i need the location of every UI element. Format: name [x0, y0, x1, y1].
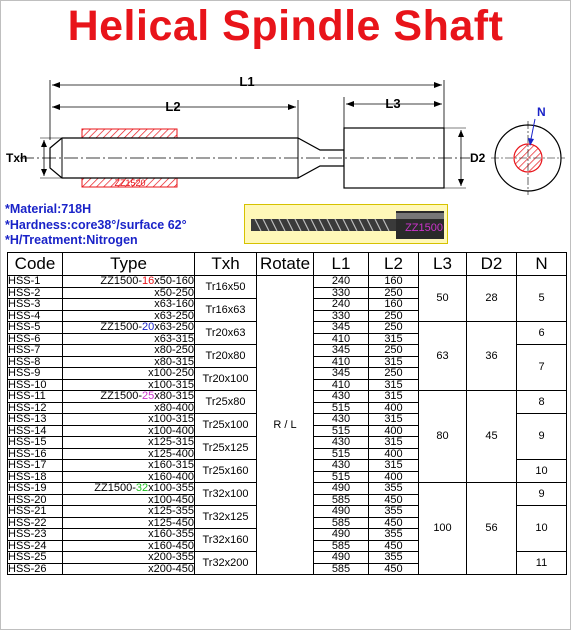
cell-code: HSS-15 [8, 437, 63, 449]
cell-type [63, 379, 195, 391]
cell-l1: 430 [314, 437, 369, 449]
cell-code: HSS-13 [8, 414, 63, 426]
cell-l1: 515 [314, 471, 369, 483]
cell-code: HSS-23 [8, 529, 63, 541]
header-txh: Txh [195, 253, 257, 276]
dim-d2-label: D2 [470, 151, 486, 165]
cell-l2: 250 [369, 287, 419, 299]
dim-l3-label: L3 [385, 96, 401, 111]
cell-d2: 45 [467, 391, 517, 483]
cell-type [63, 552, 195, 564]
cell-type [63, 322, 195, 334]
cell-type [63, 402, 195, 414]
cell-txh: Tr20x63 [195, 322, 257, 345]
cell-type [63, 494, 195, 506]
spec-treatment: *H/Treatment:Nitrogen [5, 233, 138, 247]
cell-type [63, 529, 195, 541]
type-diameter: 20 [141, 321, 155, 333]
type-suffix: x200-355 [148, 551, 194, 563]
cell-code: HSS-10 [8, 379, 63, 391]
cell-type [63, 471, 195, 483]
cell-l1: 410 [314, 379, 369, 391]
cell-l2: 450 [369, 563, 419, 575]
cell-code: HSS-20 [8, 494, 63, 506]
cell-l3: 100 [419, 483, 467, 575]
type-suffix: x63-250 [154, 309, 194, 322]
spec-hardness: *Hardness:core38°/surface 62° [5, 217, 187, 232]
cell-l1: 430 [314, 460, 369, 472]
dim-l2-label: L2 [165, 99, 181, 114]
cell-l2: 450 [369, 540, 419, 552]
cell-n: 9 [517, 483, 567, 506]
cell-code: HSS-9 [8, 368, 63, 380]
type-suffix: x160-450 [148, 539, 194, 552]
type-prefix: ZZ1500- [100, 321, 142, 333]
cell-code: HSS-18 [8, 471, 63, 483]
type-suffix: x160-315 [148, 459, 194, 471]
type-suffix: x80-250 [154, 344, 194, 356]
cell-l1: 430 [314, 414, 369, 426]
type-prefix: ZZ1500- [94, 482, 136, 494]
cell-l2: 250 [369, 310, 419, 322]
cell-l2: 315 [369, 460, 419, 472]
cell-l2: 450 [369, 517, 419, 529]
cell-type [63, 425, 195, 437]
cell-l1: 430 [314, 391, 369, 403]
cell-l1: 410 [314, 333, 369, 345]
cell-code: HSS-12 [8, 402, 63, 414]
type-diameter: 25 [141, 390, 155, 402]
table-header-row [8, 253, 567, 276]
cell-l1: 515 [314, 448, 369, 460]
cell-n: 8 [517, 391, 567, 414]
type-suffix: x125-315 [148, 436, 194, 448]
cell-type [63, 287, 195, 299]
cell-l2: 250 [369, 368, 419, 380]
cell-l1: 585 [314, 540, 369, 552]
cell-l1: 330 [314, 287, 369, 299]
cell-code: HSS-11 [8, 391, 63, 403]
cell-txh: Tr32x160 [195, 529, 257, 552]
type-prefix: ZZ1500- [100, 275, 142, 287]
cell-l1: 490 [314, 552, 369, 564]
type-suffix: x200-450 [148, 562, 194, 575]
cell-txh: Tr32x100 [195, 483, 257, 506]
type-suffix: x125-400 [148, 447, 194, 460]
cell-code: HSS-14 [8, 425, 63, 437]
type-suffix: x80-315 [154, 355, 194, 368]
cell-l2: 315 [369, 437, 419, 449]
cell-code: HSS-19 [8, 483, 63, 495]
part-label: ZZ1520 [114, 178, 146, 188]
cell-type [63, 460, 195, 472]
cell-l3: 80 [419, 391, 467, 483]
cell-code: HSS-1 [8, 276, 63, 288]
cell-code: HSS-16 [8, 448, 63, 460]
cell-txh: Tr25x80 [195, 391, 257, 414]
cell-type [63, 333, 195, 345]
cell-l1: 345 [314, 345, 369, 357]
cell-l2: 315 [369, 379, 419, 391]
type-suffix: x160-355 [148, 528, 194, 540]
type-suffix: x100-400 [148, 424, 194, 437]
type-suffix: x50-250 [154, 286, 194, 299]
cell-l1: 585 [314, 494, 369, 506]
cell-txh: Tr25x125 [195, 437, 257, 460]
cell-type [63, 299, 195, 311]
cell-l1: 490 [314, 529, 369, 541]
cell-code: HSS-21 [8, 506, 63, 518]
header-d2: D2 [467, 253, 517, 276]
cell-code: HSS-2 [8, 287, 63, 299]
type-suffix: x125-355 [148, 505, 194, 517]
cell-d2: 56 [467, 483, 517, 575]
cell-l2: 355 [369, 506, 419, 518]
type-suffix: x80-315 [154, 390, 194, 402]
spec-material: *Material:718H [5, 202, 92, 216]
type-suffix: x100-450 [148, 493, 194, 506]
cell-l3: 63 [419, 322, 467, 391]
dim-l1-label: L1 [239, 74, 255, 89]
header-rotate: Rotate [257, 253, 314, 276]
dim-txh-label: Txh [6, 151, 28, 165]
table-row [8, 276, 567, 288]
cell-code: HSS-26 [8, 563, 63, 575]
cell-txh: Tr25x160 [195, 460, 257, 483]
type-suffix: x100-250 [148, 367, 194, 379]
cell-code: HSS-8 [8, 356, 63, 368]
cell-type [63, 310, 195, 322]
cell-l2: 160 [369, 299, 419, 311]
cell-l1: 490 [314, 506, 369, 518]
table-body [8, 276, 567, 575]
type-suffix: x80-400 [154, 401, 194, 414]
cell-l1: 410 [314, 356, 369, 368]
header-l3: L3 [419, 253, 467, 276]
cell-l1: 585 [314, 563, 369, 575]
cell-type [63, 448, 195, 460]
cell-type [63, 368, 195, 380]
product-photo [244, 204, 448, 244]
cell-type [63, 414, 195, 426]
cell-l2: 355 [369, 552, 419, 564]
cell-l1: 345 [314, 368, 369, 380]
type-suffix: x100-355 [148, 482, 194, 494]
cell-l2: 355 [369, 529, 419, 541]
cell-l2: 315 [369, 356, 419, 368]
type-suffix: x100-315 [148, 413, 194, 425]
cell-txh: Tr25x100 [195, 414, 257, 437]
page-title: Helical Spindle Shaft [67, 2, 504, 50]
cell-type [63, 506, 195, 518]
cell-code: HSS-22 [8, 517, 63, 529]
cell-l1: 330 [314, 310, 369, 322]
cell-l1: 515 [314, 402, 369, 414]
cell-n: 5 [517, 276, 567, 322]
cell-code: HSS-3 [8, 299, 63, 311]
cell-n: 7 [517, 345, 567, 391]
cell-txh: Tr32x125 [195, 506, 257, 529]
cell-l1: 240 [314, 276, 369, 288]
cell-txh: Tr20x80 [195, 345, 257, 368]
cell-l2: 355 [369, 483, 419, 495]
cell-n: 10 [517, 506, 567, 552]
cell-l2: 315 [369, 391, 419, 403]
cell-code: HSS-6 [8, 333, 63, 345]
cell-type [63, 563, 195, 575]
dim-n-label: N [537, 105, 546, 119]
cell-l2: 250 [369, 322, 419, 334]
cell-type [63, 391, 195, 403]
header-code: Code [8, 253, 63, 276]
cell-n: 6 [517, 322, 567, 345]
cell-type [63, 517, 195, 529]
type-suffix: x50-160 [154, 275, 194, 287]
photo-label: ZZ1500 [405, 222, 443, 234]
cell-d2: 28 [467, 276, 517, 322]
header-l2: L2 [369, 253, 419, 276]
cell-n: 9 [517, 414, 567, 460]
spec-table [7, 252, 567, 575]
cell-code: HSS-7 [8, 345, 63, 357]
header-type: Type [63, 253, 195, 276]
cell-txh: Tr16x50 [195, 276, 257, 299]
type-prefix: ZZ1500- [100, 390, 142, 402]
type-suffix: x160-400 [148, 470, 194, 483]
cell-txh: Tr32x200 [195, 552, 257, 575]
cell-d2: 36 [467, 322, 517, 391]
cell-l1: 515 [314, 425, 369, 437]
cell-code: HSS-17 [8, 460, 63, 472]
cell-l2: 250 [369, 345, 419, 357]
cell-type [63, 356, 195, 368]
spec-notes [5, 202, 187, 249]
cell-l1: 345 [314, 322, 369, 334]
cell-rotate: R / L [257, 276, 314, 575]
cell-code: HSS-25 [8, 552, 63, 564]
type-suffix: x63-250 [154, 321, 194, 333]
cell-type [63, 345, 195, 357]
type-diameter: 16 [141, 275, 155, 287]
cell-type [63, 437, 195, 449]
cell-l2: 315 [369, 414, 419, 426]
type-diameter: 32 [135, 482, 149, 494]
cell-l2: 450 [369, 494, 419, 506]
cell-l1: 240 [314, 299, 369, 311]
header-n: N [517, 253, 567, 276]
cell-code: HSS-24 [8, 540, 63, 552]
cell-txh: Tr20x100 [195, 368, 257, 391]
type-suffix: x63-315 [154, 332, 194, 345]
cell-l1: 490 [314, 483, 369, 495]
cell-l2: 400 [369, 448, 419, 460]
cell-type [63, 540, 195, 552]
cell-type [63, 276, 195, 288]
cell-l3: 50 [419, 276, 467, 322]
cell-l2: 315 [369, 333, 419, 345]
cell-l2: 400 [369, 471, 419, 483]
cell-l2: 400 [369, 425, 419, 437]
cell-txh: Tr16x63 [195, 299, 257, 322]
cell-l2: 160 [369, 276, 419, 288]
cell-code: HSS-5 [8, 322, 63, 334]
cell-n: 11 [517, 552, 567, 575]
cell-code: HSS-4 [8, 310, 63, 322]
type-suffix: x125-450 [148, 516, 194, 529]
cell-n: 10 [517, 460, 567, 483]
type-suffix: x63-160 [154, 298, 194, 310]
shaft-drawing [0, 60, 571, 200]
cell-type [63, 483, 195, 495]
header-l1: L1 [314, 253, 369, 276]
cell-l1: 585 [314, 517, 369, 529]
type-suffix: x100-315 [148, 378, 194, 391]
cell-l2: 400 [369, 402, 419, 414]
